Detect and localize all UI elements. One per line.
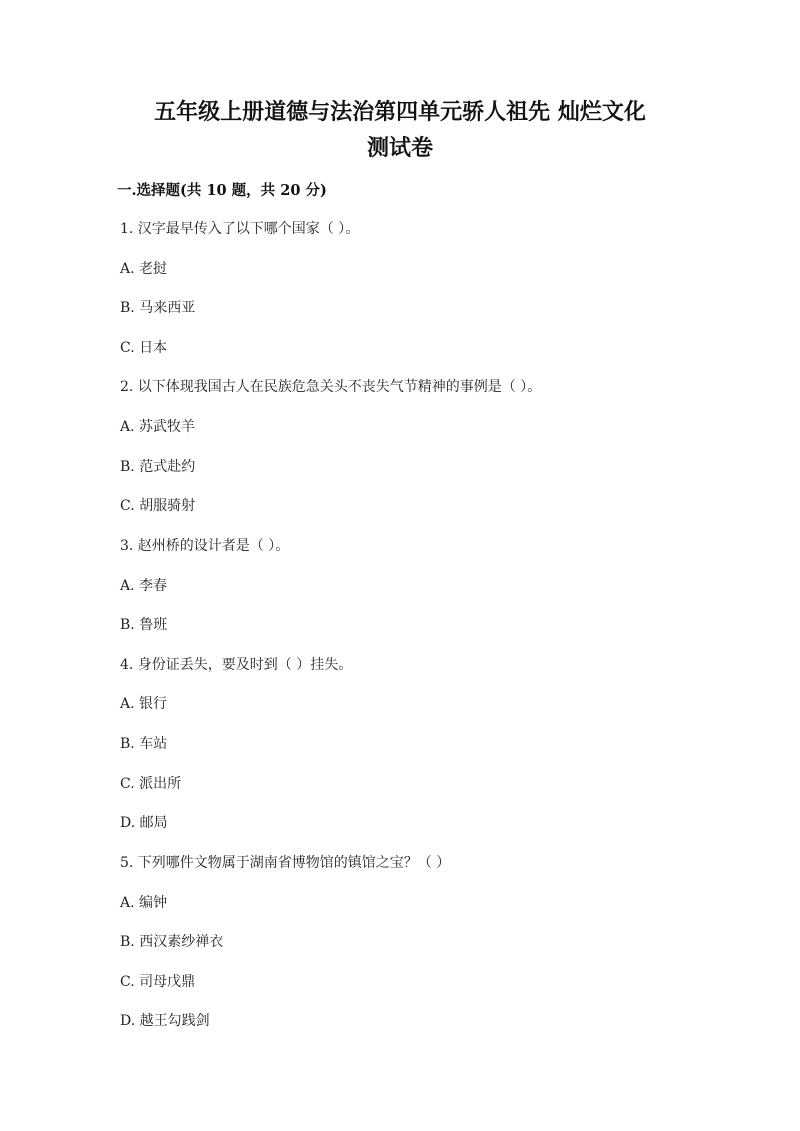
question-2-option-b: B. 范式赴约 xyxy=(120,459,196,475)
question-4-option-b: B. 车站 xyxy=(120,736,168,752)
question-1-option-c: C. 日本 xyxy=(120,340,168,356)
question-1-stem: 1. 汉字最早传入了以下哪个国家（ ）。 xyxy=(120,221,360,237)
exam-title-line-2: 测试卷 xyxy=(366,135,433,161)
exam-title-line-1: 五年级上册道德与法治第四单元骄人祖先 灿烂文化 xyxy=(154,99,646,125)
question-5-stem: 5. 下列哪件文物属于湖南省博物馆的镇馆之宝？（ ） xyxy=(120,855,451,871)
question-5-option-c: C. 司母戊鼎 xyxy=(120,974,196,990)
question-4-stem: 4. 身份证丢失，要及时到（ ）挂失。 xyxy=(120,657,353,673)
question-5-option-b: B. 西汉素纱禅衣 xyxy=(120,934,224,950)
question-4-option-c: C. 派出所 xyxy=(120,776,182,792)
question-4-option-a: A. 银行 xyxy=(120,696,168,712)
question-1-option-b: B. 马来西亚 xyxy=(120,300,196,316)
question-3-option-b: B. 鲁班 xyxy=(120,617,168,633)
question-1-option-a: A. 老挝 xyxy=(120,261,168,277)
question-2-option-a: A. 苏武牧羊 xyxy=(120,419,196,435)
section-heading: 一.选择题(共 10 题，共 20 分) xyxy=(117,182,327,199)
question-5-option-a: A. 编钟 xyxy=(120,895,168,911)
question-4-option-d: D. 邮局 xyxy=(120,815,168,831)
question-2-stem: 2. 以下体现我国古人在民族危急关头不丧失气节精神的事例是（ ）。 xyxy=(120,379,542,395)
question-2-option-c: C. 胡服骑射 xyxy=(120,498,196,514)
question-5-option-d: D. 越王勾践剑 xyxy=(120,1013,210,1029)
question-3-stem: 3. 赵州桥的设计者是（ ）。 xyxy=(120,538,290,554)
question-3-option-a: A. 李春 xyxy=(120,578,168,594)
